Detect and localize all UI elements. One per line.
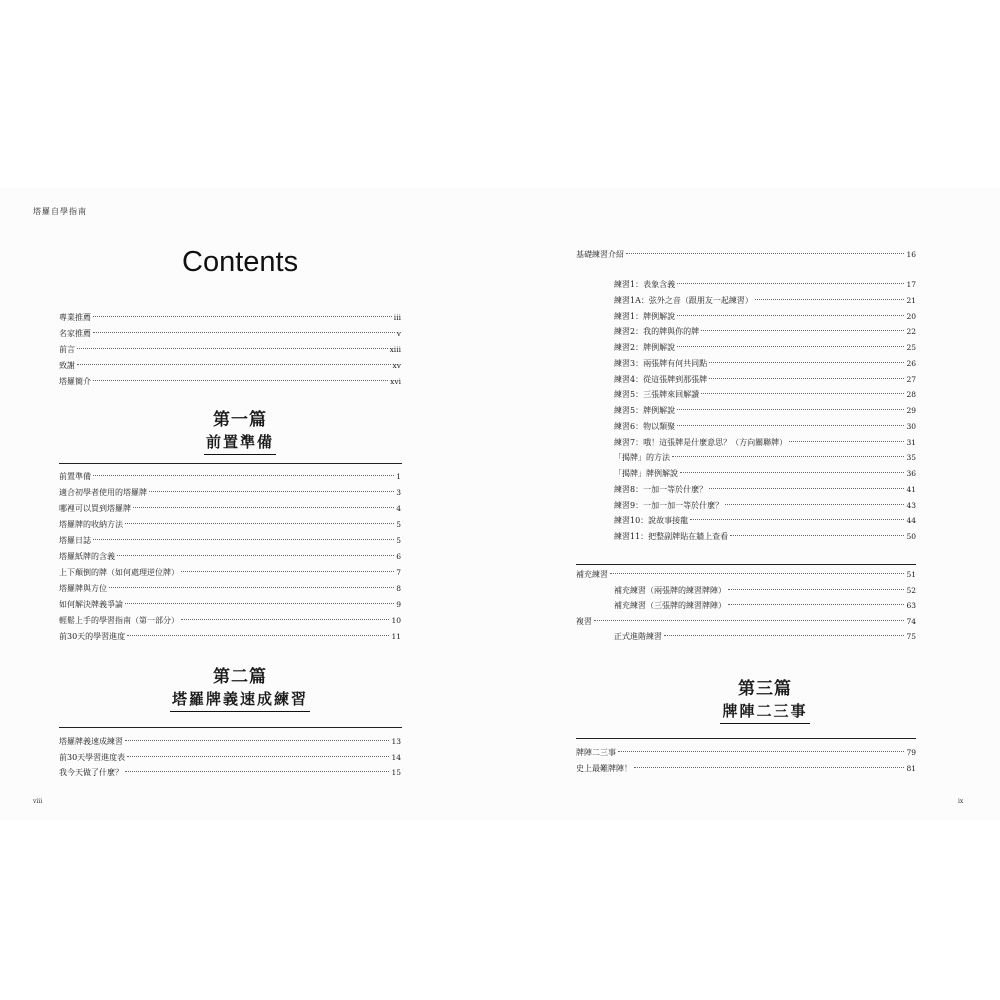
dot-leader xyxy=(125,740,389,741)
dot-leader xyxy=(127,756,389,757)
toc-entry[interactable] xyxy=(614,514,916,528)
toc-entry[interactable] xyxy=(59,566,401,580)
toc-entry[interactable] xyxy=(59,735,401,749)
toc-entry-page: 74 xyxy=(906,616,916,626)
toc-entry-title: 塔羅簡介 xyxy=(59,377,91,386)
dot-leader xyxy=(701,393,904,394)
toc-entry-page: 21 xyxy=(906,295,916,305)
dot-leader xyxy=(93,332,395,333)
dot-leader xyxy=(133,507,394,508)
dot-leader xyxy=(618,751,904,752)
toc-entry-title: 練習2：我的牌與你的牌 xyxy=(614,327,700,337)
toc-entry-page: 81 xyxy=(906,764,916,773)
toc-entry-title: 專業推薦 xyxy=(59,313,91,322)
toc-entry-page: 5 xyxy=(396,536,401,545)
toc-entry-page: 29 xyxy=(906,406,916,415)
toc-entry-title: 「揭牌」牌例解說 xyxy=(614,469,678,478)
dot-leader xyxy=(677,283,904,284)
toc-entry-page: 26 xyxy=(906,358,916,368)
toc-entry[interactable] xyxy=(59,518,401,532)
toc-entry[interactable] xyxy=(59,375,401,389)
dot-leader xyxy=(93,475,394,476)
toc-entry-title: 練習10：說故事接龍 xyxy=(614,516,689,526)
toc-entry-title: 塔羅牌與方位 xyxy=(59,584,107,593)
toc-entry-title: 複習 xyxy=(576,616,592,626)
toc-entry[interactable] xyxy=(614,373,916,387)
toc-entry-title: 練習6：物以類聚 xyxy=(614,421,676,431)
toc-entry[interactable] xyxy=(614,420,916,434)
toc-entry[interactable] xyxy=(59,343,401,357)
toc-entry-page: 1 xyxy=(396,472,401,481)
toc-entry[interactable] xyxy=(59,359,401,373)
part2-name: 塔羅牌義速成練習 xyxy=(170,688,310,712)
dot-leader xyxy=(677,315,904,316)
toc-entry[interactable] xyxy=(576,568,916,582)
toc-entry-title: 前言 xyxy=(59,345,75,354)
toc-entry-title: 哪裡可以買到塔羅牌 xyxy=(59,504,131,513)
toc-entry-title: 練習11：把整副牌貼在牆上查看 xyxy=(614,532,729,541)
dot-leader xyxy=(755,299,905,300)
toc-entry-title: 基礎練習介紹 xyxy=(576,250,624,259)
dot-leader xyxy=(149,491,394,492)
toc-entry-title: 前30天學習進度表 xyxy=(59,752,126,762)
toc-entry-page: 16 xyxy=(906,250,916,259)
dot-leader xyxy=(677,425,904,426)
divider xyxy=(59,727,402,728)
divider xyxy=(576,738,916,739)
toc-entry-title: 牌陣二三事 xyxy=(576,748,616,757)
dot-leader xyxy=(125,603,394,604)
toc-entry-title: 練習5：三張牌來回解讀 xyxy=(614,390,700,400)
dot-leader xyxy=(709,488,904,489)
toc-entry[interactable] xyxy=(59,534,401,548)
toc-entry-title: 練習5：牌例解說 xyxy=(614,406,676,415)
dot-leader xyxy=(634,767,904,768)
dot-leader xyxy=(181,571,394,572)
toc-entry[interactable] xyxy=(59,486,401,500)
toc-entry-title: 練習2：牌例解說 xyxy=(614,343,676,352)
toc-entry-page: 3 xyxy=(396,488,401,497)
dot-leader xyxy=(77,348,388,349)
toc-entry[interactable] xyxy=(59,311,401,325)
toc-entry[interactable] xyxy=(614,436,916,450)
toc-entry[interactable] xyxy=(614,404,916,418)
toc-entry-page: v xyxy=(396,329,401,338)
toc-entry[interactable] xyxy=(614,584,916,598)
toc-entry[interactable] xyxy=(614,451,916,465)
toc-entry[interactable] xyxy=(614,294,916,308)
toc-entry[interactable] xyxy=(576,615,916,629)
contents-heading: Contents xyxy=(182,246,299,278)
toc-entry-page: 52 xyxy=(906,585,916,595)
dot-leader xyxy=(125,771,389,772)
dot-leader xyxy=(125,523,394,524)
toc-entry-title: 練習4：從這張牌到那張牌 xyxy=(614,374,708,384)
toc-entry-title: 塔羅日誌 xyxy=(59,536,91,545)
dot-leader xyxy=(672,456,904,457)
toc-entry-page: 15 xyxy=(391,768,401,777)
toc-entry-page: 79 xyxy=(906,748,916,757)
toc-entry-page: 22 xyxy=(906,327,916,337)
left-page-number: viii xyxy=(33,798,43,805)
toc-entry-page: 51 xyxy=(906,570,916,579)
toc-entry-page: 17 xyxy=(906,280,916,289)
toc-entry-page: 10 xyxy=(391,616,401,625)
toc-entry[interactable] xyxy=(614,530,916,544)
toc-entry-title: 史上最難牌陣！ xyxy=(576,764,632,773)
toc-entry-page: 20 xyxy=(906,311,916,321)
toc-entry[interactable] xyxy=(576,248,916,262)
toc-entry[interactable] xyxy=(59,502,401,516)
toc-entry-title: 練習1：牌例解說 xyxy=(614,311,676,321)
dot-leader xyxy=(680,472,904,473)
divider xyxy=(576,564,916,565)
dot-leader xyxy=(709,378,904,379)
toc-entry[interactable] xyxy=(614,388,916,402)
toc-entry-page: 6 xyxy=(396,552,401,561)
toc-entry-page: 11 xyxy=(391,632,401,641)
toc-entry-title: 塔羅紙牌的含義 xyxy=(59,552,115,561)
toc-entry-page: xv xyxy=(392,361,401,370)
toc-entry[interactable] xyxy=(576,746,916,760)
dot-leader xyxy=(610,573,904,574)
toc-entry[interactable] xyxy=(59,327,401,341)
toc-entry-page: 36 xyxy=(906,469,916,478)
toc-entry-title: 補充練習 xyxy=(576,570,608,579)
toc-entry-page: 50 xyxy=(906,532,916,541)
toc-entry[interactable] xyxy=(59,614,401,628)
dot-leader xyxy=(701,330,904,331)
toc-entry-title: 練習7：哦！這張牌是什麼意思？（方向關聯牌） xyxy=(614,437,788,447)
toc-entry-page: xvi xyxy=(390,377,401,386)
toc-entry-title: 名家推薦 xyxy=(59,329,91,338)
toc-entry-title: 前置準備 xyxy=(59,472,91,481)
toc-entry[interactable] xyxy=(59,470,401,484)
dot-leader xyxy=(677,346,904,347)
toc-entry-title: 補充練習（兩張牌的練習牌陣） xyxy=(614,585,726,595)
part1-heading xyxy=(150,405,330,455)
dot-leader xyxy=(725,504,904,505)
toc-entry-page: 41 xyxy=(906,484,916,494)
dot-leader xyxy=(77,364,391,365)
toc-entry-title: 練習3：兩張牌有何共同點 xyxy=(614,358,708,368)
dot-leader xyxy=(677,409,904,410)
toc-entry-page: 14 xyxy=(391,752,401,762)
toc-entry[interactable] xyxy=(59,582,401,596)
toc-entry[interactable] xyxy=(59,598,401,612)
toc-entry-page: 75 xyxy=(906,632,916,641)
toc-entry[interactable] xyxy=(614,325,916,339)
toc-entry-page: 30 xyxy=(906,421,916,431)
right-page-number: ix xyxy=(958,798,964,805)
toc-entry-page: 31 xyxy=(906,437,916,447)
toc-entry[interactable] xyxy=(614,467,916,481)
dot-leader xyxy=(93,380,388,381)
dot-leader xyxy=(728,589,904,590)
dot-leader xyxy=(690,519,904,520)
toc-entry[interactable] xyxy=(614,278,916,292)
toc-entry[interactable] xyxy=(59,550,401,564)
toc-entry-title: 致謝 xyxy=(59,361,75,370)
toc-entry-title: 如何解決牌義爭論 xyxy=(59,600,123,609)
dot-leader xyxy=(127,635,389,636)
toc-entry[interactable] xyxy=(614,483,916,497)
toc-entry-page: 43 xyxy=(906,500,916,510)
dot-leader xyxy=(594,620,904,621)
part3-name: 牌陣二三事 xyxy=(720,700,809,724)
dot-leader xyxy=(730,535,904,536)
toc-entry[interactable] xyxy=(614,341,916,355)
dot-leader xyxy=(93,316,392,317)
part2-heading xyxy=(150,662,330,712)
dot-leader xyxy=(728,604,904,605)
part3-heading xyxy=(675,674,855,724)
toc-entry-title: 適合初學者使用的塔羅牌 xyxy=(59,488,147,497)
toc-entry[interactable] xyxy=(576,762,916,776)
toc-entry[interactable] xyxy=(614,357,916,371)
toc-entry-page: 5 xyxy=(396,520,401,529)
toc-entry[interactable] xyxy=(614,310,916,324)
dot-leader xyxy=(664,635,904,636)
toc-entry-page: 13 xyxy=(391,737,401,746)
divider xyxy=(59,463,402,464)
toc-entry-title: 前30天的學習進度 xyxy=(59,632,126,641)
toc-entry[interactable] xyxy=(59,766,401,780)
dot-leader xyxy=(709,362,904,363)
toc-entry-page: 44 xyxy=(906,516,916,526)
toc-entry-title: 補充練習（三張牌的練習牌陣） xyxy=(614,601,726,610)
toc-entry-title: 塔羅牌的收納方法 xyxy=(59,520,123,529)
toc-entry-page: iii xyxy=(393,313,401,322)
toc-entry-page: 28 xyxy=(906,390,916,400)
toc-entry[interactable] xyxy=(614,630,916,644)
toc-entry-title: 「揭牌」的方法 xyxy=(614,453,670,463)
toc-entry-title: 練習1：表象含義 xyxy=(614,280,676,289)
dot-leader xyxy=(181,619,389,620)
dot-leader xyxy=(109,587,394,588)
running-header: 塔羅自學指南 xyxy=(33,207,87,216)
toc-entry-title: 練習8：一加一等於什麼？ xyxy=(614,484,708,494)
toc-entry-page: 35 xyxy=(906,453,916,463)
toc-entry-page: 9 xyxy=(396,600,401,609)
dot-leader xyxy=(93,539,394,540)
toc-entry-title: 我今天做了什麼？ xyxy=(59,768,123,777)
part1-number: 第一篇 xyxy=(213,410,267,430)
toc-entry-page: 63 xyxy=(906,601,916,610)
part2-number: 第二篇 xyxy=(213,667,267,687)
toc-entry-page: 4 xyxy=(396,504,401,513)
toc-entry-page: 27 xyxy=(906,374,916,384)
toc-entry-title: 上下顛倒的牌（如何處理逆位牌） xyxy=(59,568,179,577)
dot-leader xyxy=(117,555,394,556)
toc-entry-title: 正式進階練習 xyxy=(614,632,662,641)
toc-entry-title: 輕鬆上手的學習指南（第一部分） xyxy=(59,616,179,625)
toc-entry-page: 25 xyxy=(906,343,916,352)
toc-entry[interactable] xyxy=(614,499,916,513)
toc-entry-title: 塔羅牌義速成練習 xyxy=(59,737,123,746)
dot-leader xyxy=(626,253,904,254)
toc-entry-page: xiii xyxy=(389,345,401,354)
dot-leader xyxy=(789,441,904,442)
toc-entry[interactable] xyxy=(59,751,401,765)
toc-entry[interactable] xyxy=(614,599,916,613)
part3-number: 第三篇 xyxy=(738,679,792,699)
toc-entry-page: 7 xyxy=(396,568,401,577)
toc-entry-title: 練習9：一加一加一等於什麼？ xyxy=(614,500,724,510)
toc-entry-title: 練習1A：弦外之音（跟朋友一起練習） xyxy=(614,295,753,305)
toc-entry-page: 8 xyxy=(396,584,401,593)
toc-entry[interactable] xyxy=(59,630,401,644)
part1-name: 前置準備 xyxy=(204,431,276,455)
